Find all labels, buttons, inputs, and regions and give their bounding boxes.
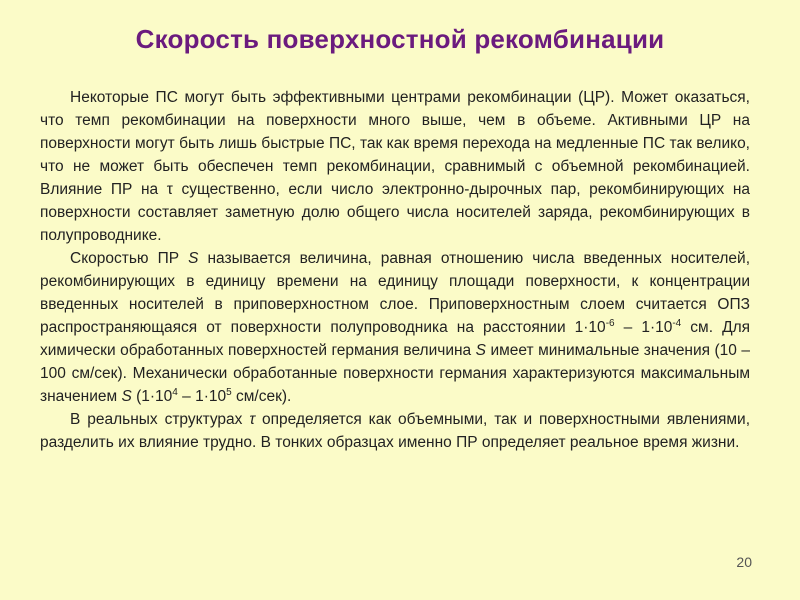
exponent: 4: [172, 386, 178, 398]
paragraph-2-text-f: (1·10: [131, 388, 173, 405]
exponent: -4: [672, 317, 682, 329]
variable-s: S: [475, 342, 486, 359]
slide-title: Скорость поверхностной рекомбинации: [135, 24, 665, 54]
exponent: -6: [605, 317, 615, 329]
paragraph-2-text-d: см. Для химически обработанных поверхностей германия величина: [40, 319, 751, 359]
paragraph-1-text: Некоторые ПС могут быть эффективными центрами рекомбинации (ЦР). Может оказаться, что темп рекомбинации на поверхности много выше, чем в объеме. Активными ЦР на поверхности могут быть лишь быстрые ПС, так как время перехода на медленные ПС так велико, что не может быть обеспечен темп рекомбинации, сравнимый с объемной рекомбинацией. Влияние ПР на τ существенно, если число электронно-дырочных пар, рекомбинирующих на поверхности составляет заметную долю общего числа носителей заряда, рекомбинирующих в полупроводнике.: [40, 89, 750, 244]
variable-tau: τ: [249, 411, 256, 428]
paragraph-2-text-e: имеет минимальные значения (10 – 100 см/сек). Механически обработанные поверхности германия характеризуются максимальным значением: [40, 342, 751, 405]
paragraph-2-text-g: – 1·10: [177, 388, 227, 405]
paragraph-2-text-c: – 1·10: [614, 319, 673, 336]
paragraph-3-text-b: определяется как объемными, так и поверхностными явлениями, разделить их влияние трудно. В тонких образцах именно ПР определяет реальное время жизни.: [40, 411, 751, 451]
paragraph-3: [40, 408, 750, 454]
paragraph-3-text-a: В реальных структурах: [70, 411, 250, 428]
paragraph-2: [40, 247, 750, 408]
paragraph-1: [40, 86, 750, 247]
variable-s: S: [188, 250, 199, 267]
paragraph-2-text-a: Скоростью ПР: [70, 250, 189, 267]
page-number: 20: [736, 554, 752, 570]
variable-s: S: [121, 388, 132, 405]
slide-body: [40, 86, 750, 454]
paragraph-2-text-h: см/сек).: [231, 388, 292, 405]
exponent: 5: [226, 386, 232, 398]
paragraph-2-text-b: называется величина, равная отношению числа введенных носителей, рекомбинирующих в единицу времени на единицу площади поверхности, к концентрации введенных носителей в приповерхностном слое. Приповерхностным слоем считается ОПЗ распространяющаяся от поверхности полупроводника на расстоянии 1·10: [40, 250, 751, 336]
